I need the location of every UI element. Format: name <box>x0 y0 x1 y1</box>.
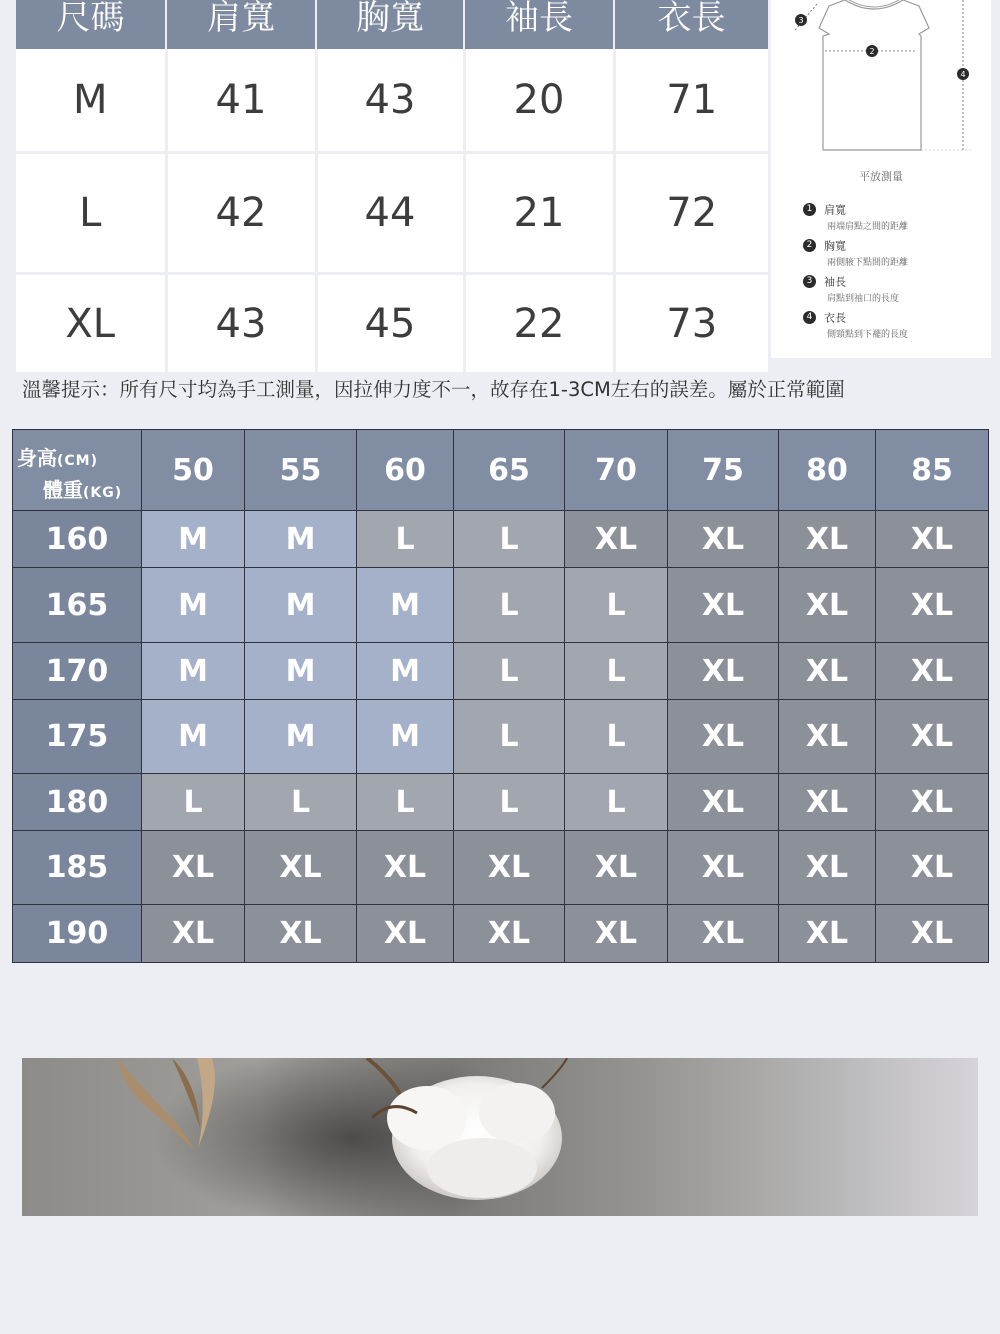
legend-desc: 肩點到袖口的長度 <box>827 294 900 304</box>
size-cell: 43 <box>316 49 464 153</box>
size-recommendation-cell: L <box>565 568 668 643</box>
size-recommendation-cell: M <box>245 700 357 774</box>
size-chart-table <box>16 0 768 372</box>
size-recommendation-cell: XL <box>245 831 357 905</box>
header-shoulder: 肩寬 <box>166 0 316 49</box>
height-row <box>13 905 989 963</box>
size-chart-header-row <box>16 0 768 49</box>
header-sleeve: 袖長 <box>464 0 614 49</box>
height-label: 175 <box>13 700 142 774</box>
size-recommendation-cell: XL <box>357 831 454 905</box>
size-recommendation-cell: L <box>357 774 454 831</box>
legend-name: 肩寬 <box>824 203 846 217</box>
legend-number: 1 <box>803 203 816 216</box>
size-cell: 72 <box>614 153 768 274</box>
size-row <box>16 274 768 373</box>
legend-name: 胸寬 <box>824 239 846 253</box>
size-recommendation-cell: M <box>245 643 357 700</box>
size-recommendation-cell: XL <box>142 905 245 963</box>
size-recommendation-cell: XL <box>876 905 989 963</box>
size-recommendation-cell: XL <box>876 774 989 831</box>
size-cell: 43 <box>166 274 316 373</box>
measurement-note: 溫馨提示：所有尺寸均為手工測量，因拉伸力度不一，故存在1-3CM左右的誤差。屬於正常範圍 <box>22 378 845 401</box>
size-recommendation-table <box>12 429 989 963</box>
legend-number: 3 <box>803 275 816 288</box>
size-recommendation-cell: L <box>454 568 565 643</box>
weight-header: 70 <box>565 430 668 511</box>
size-recommendation-cell: XL <box>876 700 989 774</box>
size-recommendation-cell: L <box>454 700 565 774</box>
marker-2: 2 <box>869 47 875 56</box>
size-cell: XL <box>16 274 166 373</box>
height-label: 165 <box>13 568 142 643</box>
size-recommendation-cell: L <box>454 511 565 568</box>
height-row <box>13 831 989 905</box>
size-recommendation-cell: XL <box>668 568 779 643</box>
marker-3: 3 <box>798 16 804 25</box>
tshirt-diagram-icon <box>771 0 991 160</box>
size-recommendation-cell: XL <box>565 831 668 905</box>
header-chest: 胸寬 <box>316 0 464 49</box>
size-recommendation-cell: L <box>357 511 454 568</box>
cotton-boll-illustration <box>22 1058 978 1216</box>
weight-header: 60 <box>357 430 454 511</box>
legend-name: 衣長 <box>824 311 846 325</box>
size-recommendation-cell: XL <box>142 831 245 905</box>
size-cell: 73 <box>666 300 718 347</box>
size-recommendation-cell: XL <box>779 774 876 831</box>
size-recommendation-cell: XL <box>454 905 565 963</box>
weight-header: 65 <box>454 430 565 511</box>
size-recommendation-cell: L <box>454 774 565 831</box>
legend-item-length <box>803 307 908 340</box>
height-row <box>13 700 989 774</box>
size-recommendation-cell: M <box>357 643 454 700</box>
size-recommendation-cell: XL <box>668 905 779 963</box>
size-recommendation-cell: XL <box>876 568 989 643</box>
height-label: 170 <box>13 643 142 700</box>
weight-header: 55 <box>245 430 357 511</box>
header-size: 尺碼 <box>16 0 166 49</box>
height-label: 190 <box>13 905 142 963</box>
size-recommendation-cell: L <box>454 643 565 700</box>
legend-item-sleeve <box>803 271 899 304</box>
size-recommendation-cell: XL <box>245 905 357 963</box>
weight-header: 85 <box>876 430 989 511</box>
height-label: 180 <box>13 774 142 831</box>
measurement-guide <box>768 0 991 358</box>
header-length: 衣長 <box>614 0 768 49</box>
height-label: 160 <box>13 511 142 568</box>
legend-number: 4 <box>803 311 816 324</box>
height-row <box>13 568 989 643</box>
size-recommendation-cell: L <box>565 700 668 774</box>
size-cell: 71 <box>614 49 768 153</box>
height-label: 身高 <box>17 446 57 470</box>
size-recommendation-cell: XL <box>779 831 876 905</box>
size-recommendation-cell: XL <box>876 831 989 905</box>
height-unit: (CM) <box>57 453 99 469</box>
weight-label: 體重 <box>43 478 83 502</box>
size-recommendation-cell: XL <box>876 511 989 568</box>
size-recommendation-cell: M <box>142 643 245 700</box>
size-recommendation-cell: M <box>142 568 245 643</box>
size-recommendation-cell: M <box>245 568 357 643</box>
height-weight-corner <box>13 430 142 511</box>
size-recommendation-cell: XL <box>779 700 876 774</box>
height-row <box>13 643 989 700</box>
size-cell: 22 <box>464 274 614 373</box>
size-recommendation-cell: XL <box>779 905 876 963</box>
size-recommendation-cell: XL <box>668 700 779 774</box>
legend-desc: 兩端肩點之間的距離 <box>827 222 909 232</box>
weight-header-row <box>13 430 989 511</box>
size-cell: 41 <box>166 49 316 153</box>
size-cell: M <box>16 49 166 153</box>
size-recommendation-cell: XL <box>668 511 779 568</box>
height-row <box>13 774 989 831</box>
size-row <box>16 49 768 153</box>
size-cell: L <box>16 153 166 274</box>
size-recommendation-cell: L <box>565 774 668 831</box>
size-recommendation-cell: XL <box>565 511 668 568</box>
size-recommendation-cell: M <box>245 511 357 568</box>
height-label: 185 <box>13 831 142 905</box>
size-cell: 20 <box>464 49 614 153</box>
size-cell: 42 <box>166 153 316 274</box>
size-recommendation-cell: M <box>357 568 454 643</box>
legend-name: 袖長 <box>824 275 846 289</box>
size-recommendation-cell: XL <box>565 905 668 963</box>
size-recommendation-cell: XL <box>357 905 454 963</box>
legend-desc: 兩側腋下點間的距離 <box>827 258 909 268</box>
size-recommendation-cell: L <box>245 774 357 831</box>
size-recommendation-cell: XL <box>454 831 565 905</box>
size-recommendation-cell: M <box>142 511 245 568</box>
legend-number: 2 <box>803 239 816 252</box>
size-cell: 45 <box>316 274 464 373</box>
weight-header: 80 <box>779 430 876 511</box>
legend-desc: 側頸點到下襬的長度 <box>827 330 909 340</box>
size-recommendation-cell: XL <box>668 643 779 700</box>
height-row <box>13 511 989 568</box>
size-cell: 21 <box>464 153 614 274</box>
size-recommendation-cell: L <box>142 774 245 831</box>
size-recommendation-cell: XL <box>668 831 779 905</box>
legend-item-shoulder <box>803 199 908 232</box>
cotton-banner-image <box>22 1058 978 1216</box>
size-row <box>16 153 768 274</box>
size-recommendation-cell: XL <box>779 511 876 568</box>
weight-header: 50 <box>142 430 245 511</box>
marker-4: 4 <box>960 70 966 79</box>
size-recommendation-cell: M <box>142 700 245 774</box>
measure-guide-title: 平放測量 <box>859 170 903 183</box>
size-recommendation-cell: XL <box>779 643 876 700</box>
weight-unit: (KG) <box>83 485 123 501</box>
weight-header: 75 <box>668 430 779 511</box>
size-recommendation-cell: XL <box>876 643 989 700</box>
size-cell: 44 <box>316 153 464 274</box>
size-recommendation-cell: M <box>357 700 454 774</box>
size-recommendation-cell: XL <box>779 568 876 643</box>
legend-item-chest <box>803 235 908 268</box>
size-recommendation-cell: XL <box>668 774 779 831</box>
size-recommendation-cell: L <box>565 643 668 700</box>
